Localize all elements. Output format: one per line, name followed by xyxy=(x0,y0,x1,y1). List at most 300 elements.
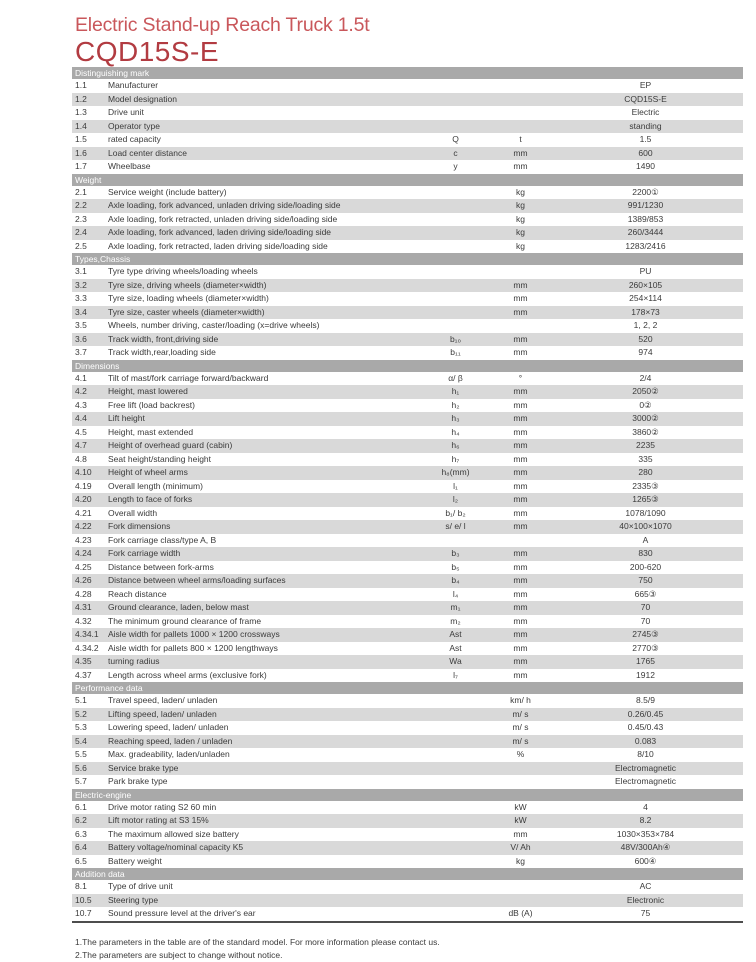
row-unit: mm xyxy=(513,669,528,680)
row-index: 4.37 xyxy=(75,669,92,680)
row-index: 4.23 xyxy=(75,534,92,545)
section-header: Weight xyxy=(72,174,743,186)
row-value: 1912 xyxy=(636,669,655,680)
row-value: 1030×353×784 xyxy=(616,828,675,839)
section-header: Addition data xyxy=(72,868,743,880)
row-symbol xyxy=(418,120,493,134)
row-index: 2.4 xyxy=(75,227,87,237)
row-description: Service weight (include battery) xyxy=(108,186,227,197)
row-value: 70 xyxy=(640,615,651,626)
row-symbol: Ast xyxy=(449,642,462,653)
row-symbol: h₂ xyxy=(451,399,460,410)
row-value: 200-620 xyxy=(629,561,662,572)
row-value: CQD15S-E xyxy=(624,93,667,104)
row-unit: kg xyxy=(516,200,525,210)
row-symbol xyxy=(418,694,493,708)
table-row xyxy=(72,642,743,656)
row-value: 1490 xyxy=(636,161,655,171)
row-unit xyxy=(493,894,548,908)
row-index: 4.8 xyxy=(75,453,87,464)
row-index: 4.35 xyxy=(75,656,92,666)
table-row xyxy=(72,694,743,708)
table-row xyxy=(72,426,743,440)
row-index: 4.25 xyxy=(75,561,92,572)
row-index: 5.3 xyxy=(75,722,87,732)
row-index: 2.2 xyxy=(75,200,87,210)
row-index: 1.1 xyxy=(75,80,87,90)
table-row xyxy=(72,306,743,320)
row-unit xyxy=(493,775,548,789)
row-symbol: h₄ xyxy=(451,426,460,437)
row-symbol xyxy=(418,894,493,908)
row-value: 260×105 xyxy=(628,279,663,290)
row-description: Drive motor rating S2 60 min xyxy=(108,801,217,812)
row-index: 4.24 xyxy=(75,548,92,558)
row-description: Overall width xyxy=(108,507,158,518)
row-index: 3.3 xyxy=(75,293,87,303)
row-index: 6.4 xyxy=(75,842,87,852)
page-title: Electric Stand-up Reach Truck 1.5t xyxy=(75,14,370,36)
row-index: 10.7 xyxy=(75,908,92,918)
row-description: Axle loading, fork advanced, unladen driving side/loading side xyxy=(108,200,341,210)
row-unit: kg xyxy=(516,213,525,224)
row-unit: m/ s xyxy=(512,708,529,719)
row-symbol xyxy=(418,801,493,815)
row-unit: kg xyxy=(516,855,525,866)
row-unit: mm xyxy=(513,548,528,558)
row-description: Height of wheel arms xyxy=(108,467,188,477)
row-unit: mm xyxy=(513,413,528,423)
row-unit xyxy=(493,265,548,279)
row-symbol: b₃ xyxy=(451,548,460,558)
row-symbol xyxy=(418,708,493,722)
row-symbol xyxy=(418,721,493,735)
row-description: Overall length (minimum) xyxy=(108,480,203,491)
row-value: 280 xyxy=(638,467,653,477)
row-unit xyxy=(493,106,548,120)
row-symbol: α/ β xyxy=(448,372,463,383)
row-index: 3.1 xyxy=(75,266,87,276)
row-symbol xyxy=(418,814,493,828)
row-unit xyxy=(493,120,548,134)
row-index: 5.4 xyxy=(75,735,87,746)
row-symbol: h₈(mm) xyxy=(441,467,470,477)
table-row xyxy=(72,240,743,254)
table-row xyxy=(72,588,743,602)
row-value: 2235 xyxy=(636,440,655,450)
row-value: 75 xyxy=(640,908,651,918)
table-row xyxy=(72,399,743,413)
table-row xyxy=(72,894,743,908)
row-unit xyxy=(493,880,548,894)
row-index: 1.3 xyxy=(75,107,87,117)
row-description: Track width,rear,loading side xyxy=(108,347,216,357)
row-unit: mm xyxy=(513,588,528,599)
row-description: Axle loading, fork retracted, laden driving side/loading side xyxy=(108,240,328,251)
row-value: 1389/853 xyxy=(627,213,664,224)
table-row xyxy=(72,669,743,683)
table-row xyxy=(72,319,743,333)
row-value: 260/3444 xyxy=(627,227,664,237)
row-value: 0② xyxy=(639,399,652,410)
row-unit: mm xyxy=(513,629,528,639)
table-row xyxy=(72,762,743,776)
row-index: 4.34.1 xyxy=(75,629,99,639)
row-symbol: l₄ xyxy=(452,588,459,599)
row-unit: kg xyxy=(516,227,525,237)
row-index: 1.7 xyxy=(75,161,87,171)
row-value: 750 xyxy=(638,575,653,585)
table-row xyxy=(72,735,743,749)
row-value: Electronic xyxy=(626,894,665,905)
row-symbol: b₅ xyxy=(451,561,460,572)
table-row xyxy=(72,628,743,642)
row-symbol: m₁ xyxy=(450,602,461,612)
row-description: Max. gradeability, laden/unladen xyxy=(108,749,230,759)
row-index: 1.2 xyxy=(75,93,87,104)
table-row xyxy=(72,147,743,161)
row-symbol xyxy=(418,907,493,921)
row-value: 3000② xyxy=(632,413,659,423)
row-symbol xyxy=(418,106,493,120)
row-description: Wheelbase xyxy=(108,161,151,171)
table-row xyxy=(72,106,743,120)
row-unit: mm xyxy=(513,575,528,585)
table-row xyxy=(72,186,743,200)
row-unit: mm xyxy=(513,615,528,626)
table-row xyxy=(72,721,743,735)
section-header: Electric-engine xyxy=(72,789,743,801)
footnote-line: 1.The parameters in the table are of the standard model. For more information please contact us. xyxy=(75,936,440,947)
table-row xyxy=(72,708,743,722)
row-unit xyxy=(493,79,548,93)
row-symbol xyxy=(418,828,493,842)
section-header: Distinguishing mark xyxy=(72,67,743,79)
row-description: Operator type xyxy=(108,120,160,131)
table-row xyxy=(72,561,743,575)
row-index: 4.2 xyxy=(75,386,87,396)
row-index: 1.6 xyxy=(75,147,87,158)
table-row xyxy=(72,520,743,534)
table-row xyxy=(72,534,743,548)
row-symbol xyxy=(418,186,493,200)
row-unit: m/ s xyxy=(512,722,529,732)
row-symbol: h₃ xyxy=(451,413,460,423)
row-symbol xyxy=(418,265,493,279)
row-description: Length across wheel arms (exclusive fork) xyxy=(108,669,267,680)
table-row xyxy=(72,801,743,815)
table-row xyxy=(72,265,743,279)
row-unit: kW xyxy=(514,801,527,812)
row-description: Fork carriage class/type A, B xyxy=(108,534,217,545)
row-index: 4.5 xyxy=(75,426,87,437)
row-unit: mm xyxy=(513,333,528,344)
row-symbol: l₂ xyxy=(452,494,459,504)
row-index: 1.5 xyxy=(75,134,87,144)
table-row xyxy=(72,292,743,306)
row-index: 5.2 xyxy=(75,708,87,719)
row-index: 4.34.2 xyxy=(75,642,99,653)
row-description: Fork carriage width xyxy=(108,548,181,558)
row-unit: mm xyxy=(513,602,528,612)
table-row xyxy=(72,160,743,174)
row-value: standing xyxy=(629,120,662,131)
footnote-line: 2.The parameters are subject to change without notice. xyxy=(75,949,283,960)
row-index: 5.5 xyxy=(75,749,87,759)
row-unit xyxy=(493,762,548,776)
row-unit: mm xyxy=(513,306,528,317)
row-symbol xyxy=(418,279,493,293)
row-value: 600④ xyxy=(634,855,657,866)
row-symbol xyxy=(418,213,493,227)
table-row xyxy=(72,855,743,869)
row-unit: mm xyxy=(513,399,528,410)
row-symbol xyxy=(418,534,493,548)
row-unit: mm xyxy=(513,507,528,518)
row-description: Wheels, number driving, caster/loading (x=drive wheels) xyxy=(108,320,320,330)
section-header: Types,Chassis xyxy=(72,253,743,265)
row-value: 2/4 xyxy=(639,372,652,383)
row-value: 2770③ xyxy=(632,642,659,653)
row-index: 3.7 xyxy=(75,347,87,357)
table-row xyxy=(72,79,743,93)
row-symbol xyxy=(418,735,493,749)
row-description: Ground clearance, laden, below mast xyxy=(108,602,249,612)
row-description: Aisle width for pallets 1000 × 1200 crossways xyxy=(108,629,280,639)
row-index: 4.4 xyxy=(75,413,87,423)
row-value: 4 xyxy=(643,801,648,812)
row-index: 6.2 xyxy=(75,815,87,825)
model-title: CQD15S-E xyxy=(75,36,220,67)
row-symbol xyxy=(418,240,493,254)
row-value: EP xyxy=(639,80,652,90)
row-value: Electromagnetic xyxy=(615,762,676,773)
row-value: 2335③ xyxy=(632,480,659,491)
row-description: Free lift (load backrest) xyxy=(108,399,195,410)
row-index: 4.22 xyxy=(75,521,92,531)
row-unit: mm xyxy=(513,494,528,504)
row-description: The minimum ground clearance of frame xyxy=(108,615,262,626)
row-description: Distance between fork-arms xyxy=(108,561,214,572)
row-unit: mm xyxy=(513,426,528,437)
row-value: 991/1230 xyxy=(627,200,664,210)
row-index: 5.6 xyxy=(75,762,87,773)
row-value: 3860② xyxy=(632,426,659,437)
row-value: 178×73 xyxy=(631,306,660,317)
row-symbol: h₁ xyxy=(451,386,460,396)
row-value: 8/10 xyxy=(637,749,654,759)
row-index: 4.21 xyxy=(75,507,92,518)
row-symbol: b₁/ b₂ xyxy=(445,507,466,518)
row-value: Electromagnetic xyxy=(615,776,676,786)
row-symbol xyxy=(418,226,493,240)
row-unit: mm xyxy=(513,561,528,572)
table-row xyxy=(72,480,743,494)
row-description: Lifting speed, laden/ unladen xyxy=(108,708,217,719)
row-description: Distance between wheel arms/loading surfaces xyxy=(108,575,286,585)
row-unit: V/ Ah xyxy=(510,842,531,852)
row-unit: mm xyxy=(513,279,528,290)
row-description: Height, mast extended xyxy=(108,426,194,437)
row-symbol: l₁ xyxy=(453,480,458,491)
row-symbol: l₇ xyxy=(453,669,458,680)
row-description: Height of overhead guard (cabin) xyxy=(108,440,233,450)
table-row xyxy=(72,226,743,240)
table-row xyxy=(72,453,743,467)
spec-table xyxy=(72,67,743,921)
table-row xyxy=(72,841,743,855)
row-unit xyxy=(493,534,548,548)
row-value: 40×100×1070 xyxy=(619,521,672,531)
row-value: 665③ xyxy=(634,588,657,599)
row-unit: kg xyxy=(516,186,525,197)
row-description: rated capacity xyxy=(108,134,161,144)
table-row xyxy=(72,601,743,615)
row-description: Seat height/standing height xyxy=(108,453,212,464)
row-value: Electric xyxy=(631,107,660,117)
row-symbol xyxy=(418,306,493,320)
row-unit: mm xyxy=(513,386,528,396)
row-symbol: Q xyxy=(452,134,459,144)
row-symbol: b₁₀ xyxy=(449,333,462,344)
row-index: 4.28 xyxy=(75,588,92,599)
row-value: 1765 xyxy=(636,656,655,666)
row-index: 4.7 xyxy=(75,440,87,450)
row-unit: mm xyxy=(513,147,528,158)
row-unit: dB (A) xyxy=(508,908,533,918)
row-symbol xyxy=(418,762,493,776)
row-value: 0.26/0.45 xyxy=(627,708,664,719)
row-value: 254×114 xyxy=(629,293,662,303)
row-value: 8.2 xyxy=(639,815,652,825)
table-row xyxy=(72,385,743,399)
row-description: Height, mast lowered xyxy=(108,386,188,396)
row-description: Tyre size, caster wheels (diameter×width) xyxy=(108,306,265,317)
table-row xyxy=(72,133,743,147)
row-description: Model designation xyxy=(108,93,177,104)
row-symbol xyxy=(418,319,493,333)
row-description: Tilt of mast/fork carriage forward/backward xyxy=(108,372,269,383)
row-description: Drive unit xyxy=(108,107,144,117)
row-description: Tyre type driving wheels/loading wheels xyxy=(108,266,258,276)
row-unit: mm xyxy=(513,161,528,171)
row-value: 1265③ xyxy=(632,494,659,504)
row-index: 5.1 xyxy=(75,695,87,705)
table-row xyxy=(72,493,743,507)
row-unit: % xyxy=(516,749,525,759)
row-symbol: b₁₁ xyxy=(450,347,461,357)
row-index: 4.26 xyxy=(75,575,92,585)
table-row xyxy=(72,412,743,426)
table-row xyxy=(72,120,743,134)
row-unit: mm xyxy=(513,480,528,491)
row-description: Lift motor rating at S3 15% xyxy=(108,815,209,825)
row-unit: mm xyxy=(513,293,528,303)
row-unit: mm xyxy=(513,828,528,839)
row-description: Manufacturer xyxy=(108,80,159,90)
table-row xyxy=(72,748,743,762)
row-index: 8.1 xyxy=(75,881,87,891)
table-row xyxy=(72,466,743,480)
row-symbol: c xyxy=(453,147,458,158)
row-value: 600 xyxy=(638,147,653,158)
row-value: 2050② xyxy=(632,386,659,396)
row-value: 520 xyxy=(638,333,653,344)
row-index: 10.5 xyxy=(75,894,92,905)
row-unit: mm xyxy=(513,656,528,666)
table-row xyxy=(72,333,743,347)
row-description: Tyre size, driving wheels (diameter×width) xyxy=(108,279,267,290)
row-description: Service brake type xyxy=(108,762,179,773)
row-description: Length to face of forks xyxy=(108,494,193,504)
row-description: Lift height xyxy=(108,413,145,423)
row-value: 1, 2, 2 xyxy=(633,320,658,330)
row-index: 6.5 xyxy=(75,855,87,866)
table-bottom-rule xyxy=(72,921,743,923)
row-index: 4.31 xyxy=(75,602,92,612)
row-index: 3.6 xyxy=(75,333,87,344)
row-index: 4.3 xyxy=(75,399,87,410)
row-index: 5.7 xyxy=(75,776,87,786)
row-value: PU xyxy=(639,266,652,276)
table-row xyxy=(72,507,743,521)
row-symbol: h₇ xyxy=(451,453,460,464)
table-row xyxy=(72,279,743,293)
row-index: 4.1 xyxy=(75,372,87,383)
table-row xyxy=(72,93,743,107)
row-description: Battery weight xyxy=(108,855,162,866)
row-symbol xyxy=(418,292,493,306)
row-value: 830 xyxy=(638,548,653,558)
table-row xyxy=(72,775,743,789)
row-value: 2745③ xyxy=(632,629,659,639)
row-symbol: y xyxy=(453,161,458,171)
section-header: Performance data xyxy=(72,682,743,694)
row-description: Lowering speed, laden/ unladen xyxy=(108,722,229,732)
row-index: 3.5 xyxy=(75,320,87,330)
row-index: 6.1 xyxy=(75,801,87,812)
row-unit: mm xyxy=(513,642,528,653)
row-index: 2.3 xyxy=(75,213,87,224)
row-description: Axle loading, fork advanced, laden driving side/loading side xyxy=(108,227,332,237)
table-row xyxy=(72,574,743,588)
row-value: 70 xyxy=(640,602,651,612)
row-unit: kW xyxy=(514,815,527,825)
row-symbol: h₆ xyxy=(451,440,460,450)
row-description: Park brake type xyxy=(108,776,168,786)
row-symbol xyxy=(418,199,493,213)
table-row xyxy=(72,655,743,669)
row-value: 48V/300Ah④ xyxy=(620,842,671,852)
row-unit: t xyxy=(519,134,522,144)
table-row xyxy=(72,615,743,629)
row-value: 1283/2416 xyxy=(625,240,666,251)
row-index: 4.19 xyxy=(75,480,92,491)
row-description: Tyre size, loading wheels (diameter×width) xyxy=(108,293,269,303)
row-symbol xyxy=(418,841,493,855)
row-unit: kg xyxy=(516,240,525,251)
row-description: Reaching speed, laden / unladen xyxy=(108,735,233,746)
row-description: Battery voltage/nominal capacity K5 xyxy=(108,842,244,852)
table-row xyxy=(72,439,743,453)
row-unit: ° xyxy=(518,372,523,383)
footnotes xyxy=(72,936,743,962)
row-description: Axle loading, fork retracted, unladen driving side/loading side xyxy=(108,213,338,224)
row-description: Travel speed, laden/ unladen xyxy=(108,695,218,705)
row-value: 8.5/9 xyxy=(636,695,655,705)
row-index: 2.5 xyxy=(75,240,87,251)
row-description: Aisle width for pallets 800 × 1200 lengthways xyxy=(108,642,278,653)
